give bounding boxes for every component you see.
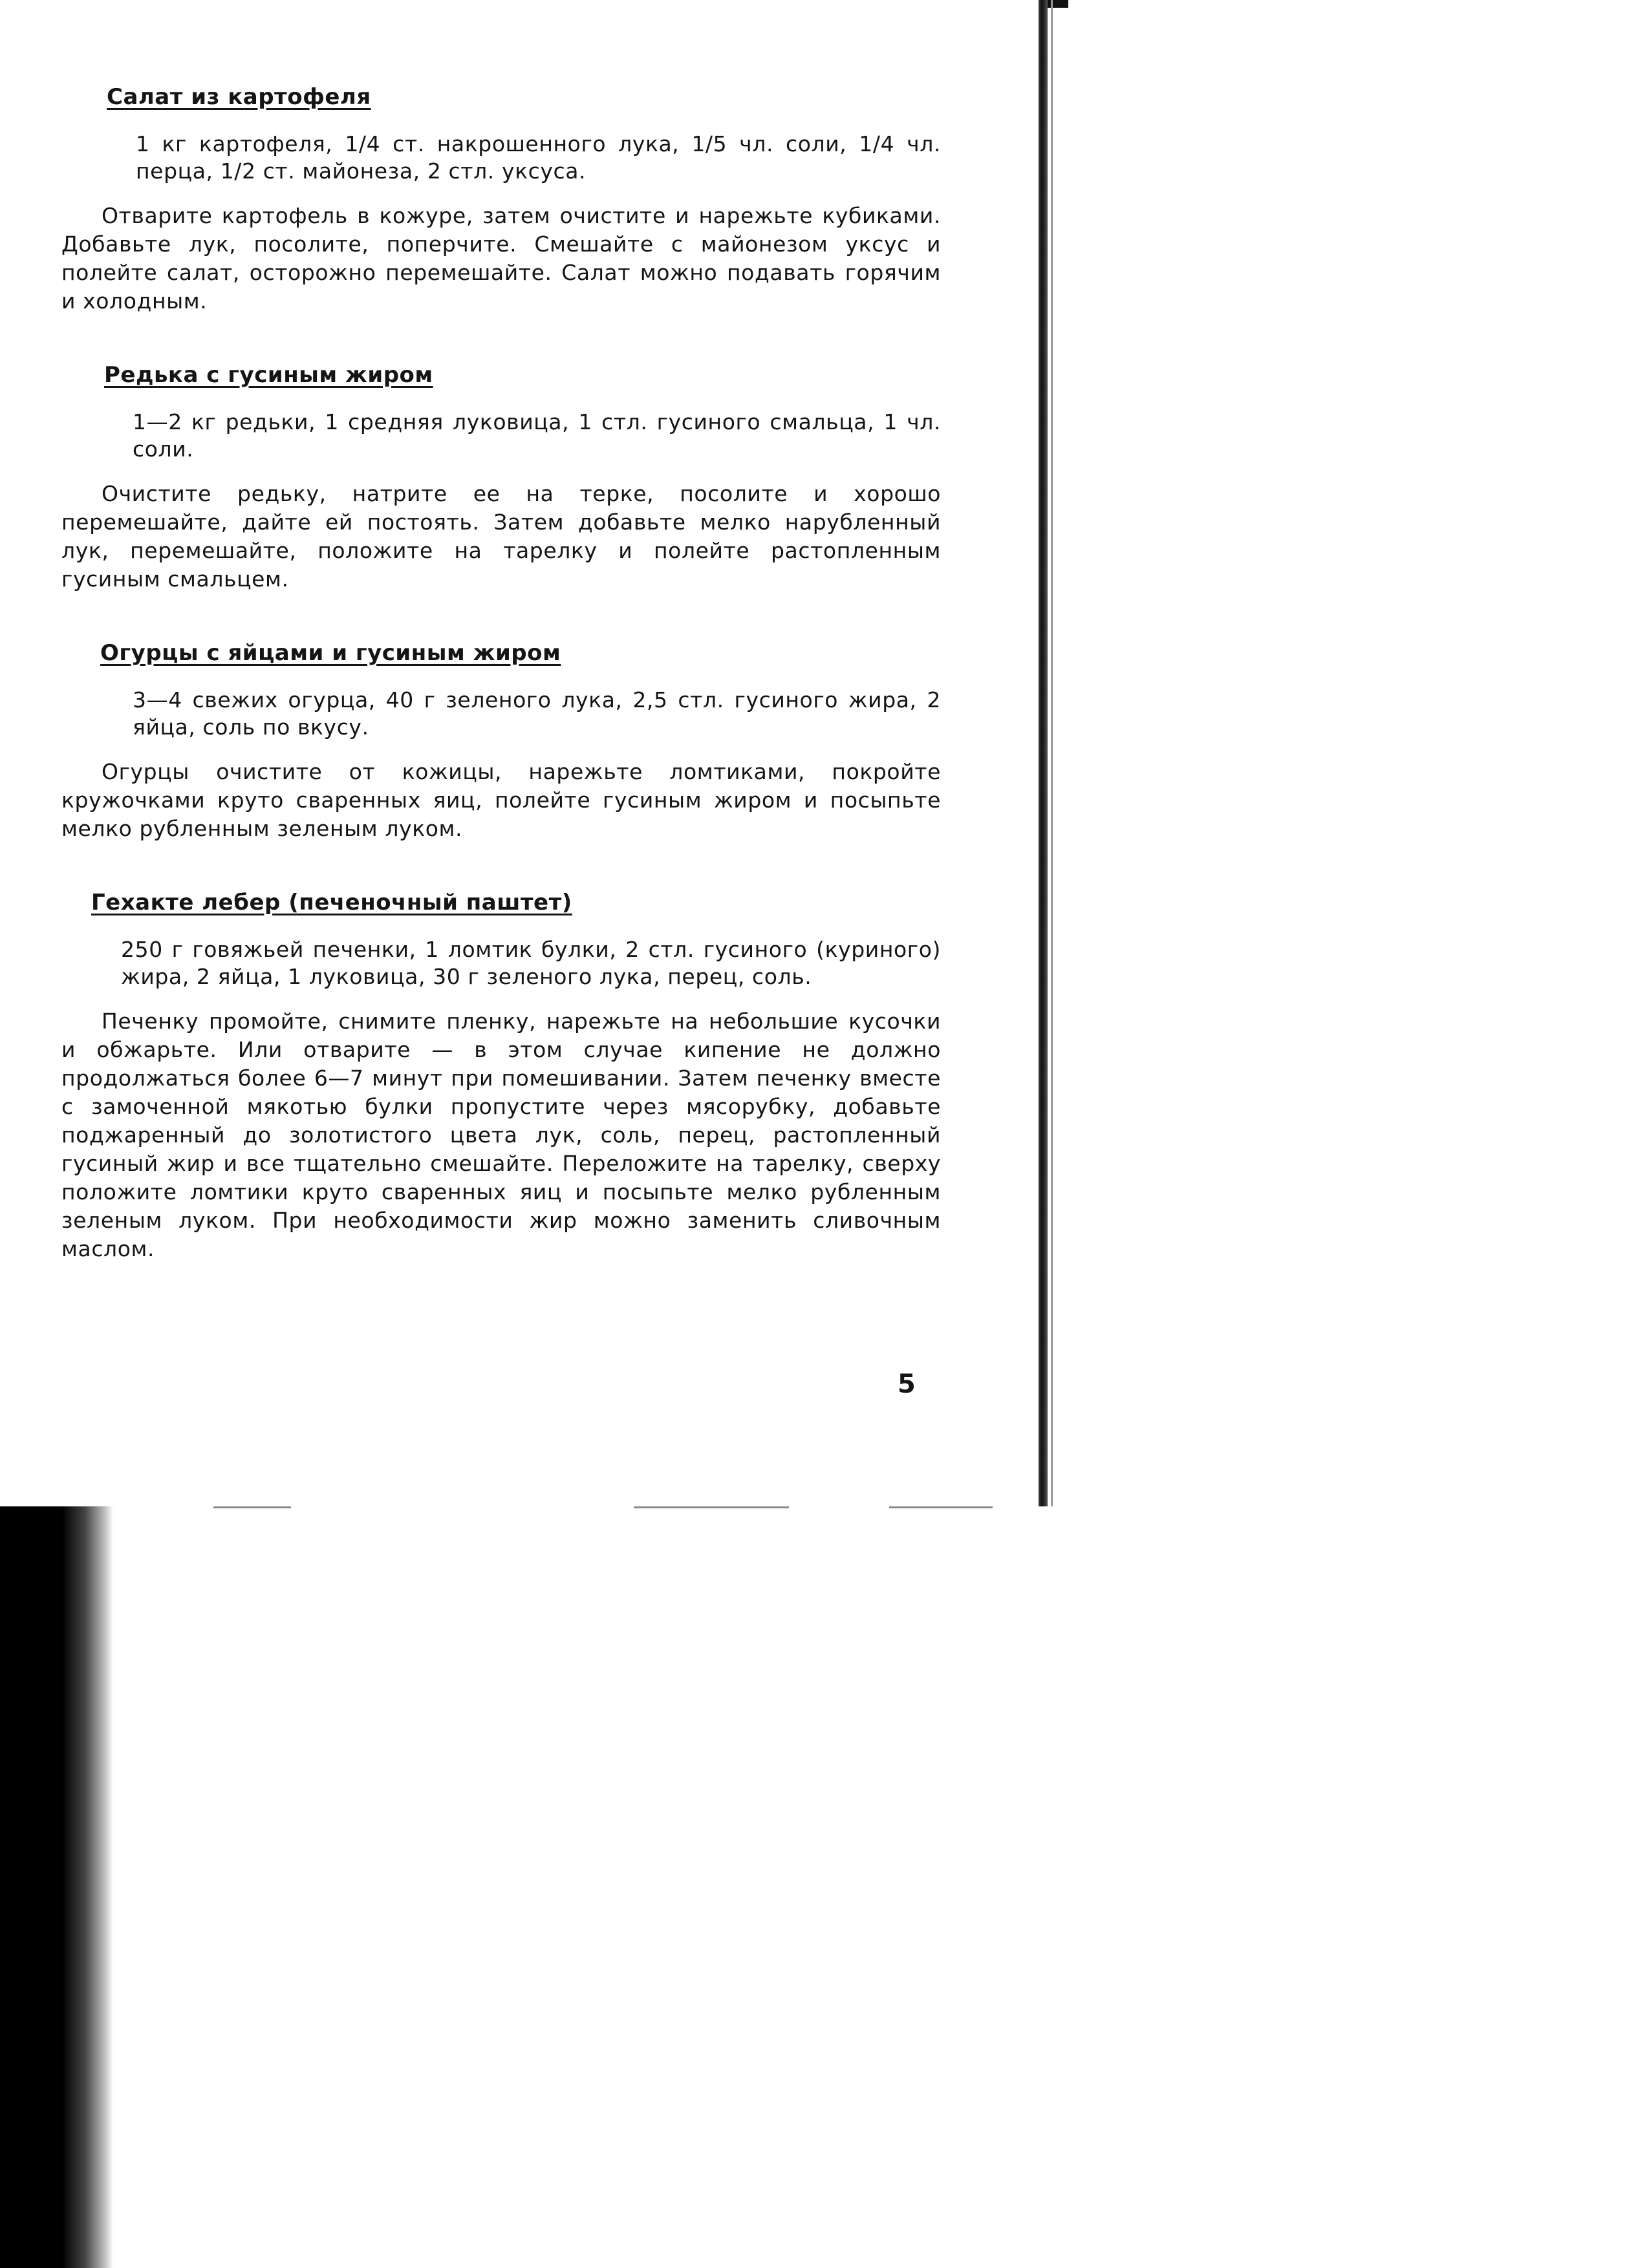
recipe-instructions: Очистите редьку, натрите ее на терке, посолите и хорошо перемешайте, дайте ей постоять. Затем добавьте мелко нарубленный лук, перемешайте, положите на тарелку и полейте растопленным гусиным смальцем.	[61, 481, 941, 592]
recipe-radish-goose-fat	[61, 362, 941, 594]
recipe-title: Огурцы с яйцами и гусиным жиром	[100, 640, 561, 666]
page-bottom-edge-right	[889, 1506, 993, 1508]
page-bottom-edge-left	[213, 1506, 291, 1508]
recipe-cucumbers-eggs-goose-fat	[61, 640, 941, 843]
page-number: 5	[898, 1369, 916, 1399]
book-binding-edge-thin	[1051, 0, 1053, 1506]
recipe-instructions: Огурцы очистите от кожицы, нарежьте ломтиками, покройте кружочками круто сваренных яиц, полейте гусиным жиром и посыпьте мелко рубленным зеленым луком.	[61, 759, 941, 841]
recipe-instructions: Отварите картофель в кожуре, затем очистите и нарежьте кубиками. Добавьте лук, посолите, поперчите. Смешайте с майонезом уксус и полейте салат, осторожно перемешайте. Салат можно подавать горячим и холодным.	[61, 203, 941, 314]
book-binding-edge	[1039, 0, 1048, 1506]
recipe-ingredients: 3—4 свежих огурца, 40 г зеленого лука, 2,5 стл. гусиного жира, 2 яйца, соль по вкусу.	[133, 687, 941, 740]
recipe-ingredients: 250 г говяжьей печенки, 1 ломтик булки, 2 стл. гусиного (куриного) жира, 2 яйца, 1 луковица, 30 г зеленого лука, перец, соль.	[121, 937, 941, 989]
recipe-title: Салат из картофеля	[107, 84, 371, 110]
scan-shadow	[0, 1506, 113, 2268]
recipe-title: Редька с гусиным жиром	[104, 362, 433, 388]
page-text	[61, 84, 941, 1310]
recipe-instructions: Печенку промойте, снимите пленку, нарежьте на небольшие кусочки и обжарьте. Или отварите — в этом случае кипение не должно продолжаться более 6—7 минут при помешивании. Затем печенку вместе с замоченной мякотью булки пропустите через мясорубку, добавьте поджаренный до золотистого цвета лук, соль, перец, растопленный гусиный жир и все тщательно смешайте. Переложите на тарелку, сверху положите ломтики круто сваренных яиц и посыпьте мелко рубленным зеленым луком. При необходимости жир можно заменить сливочным маслом.	[61, 1009, 941, 1261]
recipe-liver-pate	[61, 890, 941, 1263]
recipe-ingredients: 1 кг картофеля, 1/4 ст. накрошенного лука, 1/5 чл. соли, 1/4 чл. перца, 1/2 ст. майонеза, 2 стл. уксуса.	[136, 131, 941, 184]
recipe-potato-salad	[61, 84, 941, 316]
recipe-title: Гехакте лебер (печеночный паштет)	[91, 890, 572, 915]
recipe-ingredients: 1—2 кг редьки, 1 средняя луковица, 1 стл. гусиного смальца, 1 чл. соли.	[133, 409, 941, 462]
page-bottom-edge-middle	[634, 1506, 789, 1508]
